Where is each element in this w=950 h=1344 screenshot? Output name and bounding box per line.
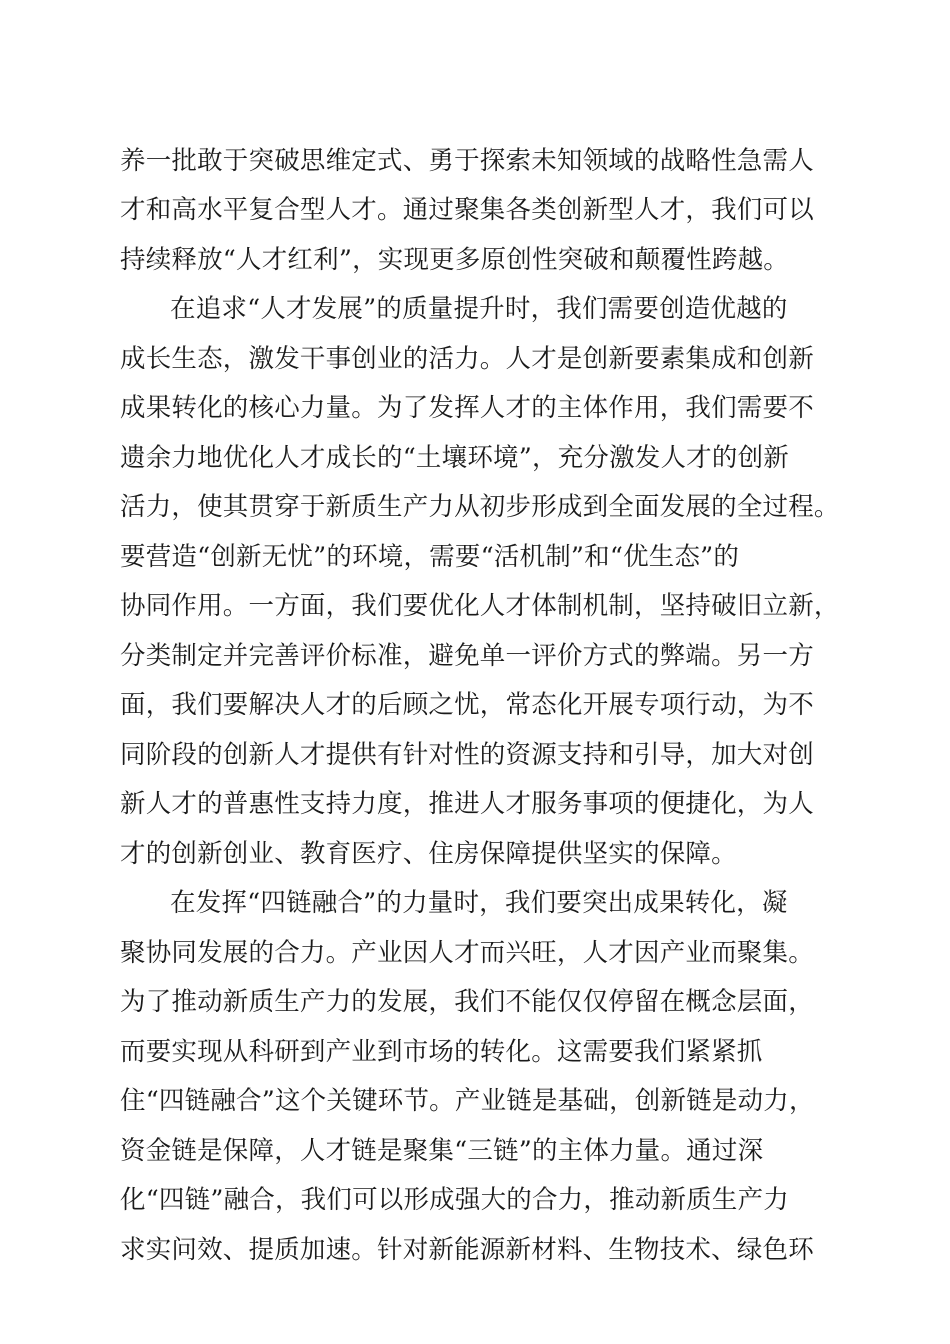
text-line: 而要实现从科研到产业到市场的转化。这需要我们紧紧抓: [120, 1037, 763, 1067]
text-line: 成长生态，激发干事创业的活力。人才是创新要素集成和创新: [120, 344, 814, 374]
text-line: 才和高水平复合型人才。通过聚集各类创新型人才，我们可以: [120, 195, 814, 225]
text-line: 为了推动新质生产力的发展，我们不能仅仅停留在概念层面，: [120, 987, 814, 1017]
text-line: 新人才的普惠性支持力度，推进人才服务事项的便捷化，为人: [120, 789, 814, 819]
text-line: 住“四链融合”这个关键环节。产业链是基础，创新链是动力，: [120, 1086, 815, 1116]
text-line: 分类制定并完善评价标准，避免单一评价方式的弊端。另一方: [120, 641, 814, 671]
text-line: 要营造“创新无忧”的环境，需要“活机制”和“优生态”的: [120, 542, 740, 572]
paragraph-first-line: 在追求“人才发展”的质量提升时，我们需要创造优越的: [170, 294, 788, 324]
text-line: 持续释放“人才红利”，实现更多原创性突破和颠覆性跨越。: [120, 245, 789, 275]
text-line: 协同作用。一方面，我们要优化人才体制机制，坚持破旧立新，: [120, 591, 840, 621]
text-line: 聚协同发展的合力。产业因人才而兴旺，人才因产业而聚集。: [120, 938, 814, 968]
text-line: 资金链是保障，人才链是聚集“三链”的主体力量。通过深: [120, 1136, 764, 1166]
text-line: 化“四链”融合，我们可以形成强大的合力，推动新质生产力: [120, 1185, 789, 1215]
text-line: 成果转化的核心力量。为了发挥人才的主体作用，我们需要不: [120, 393, 814, 423]
text-line: 同阶段的创新人才提供有针对性的资源支持和引导，加大对创: [120, 740, 814, 770]
text-line: 面，我们要解决人才的后顾之忧，常态化开展专项行动，为不: [120, 690, 814, 720]
text-line: 求实问效、提质加速。针对新能源新材料、生物技术、绿色环: [120, 1235, 814, 1265]
paragraph-first-line: 在发挥“四链融合”的力量时，我们要突出成果转化，凝: [170, 888, 788, 918]
text-line: 活力，使其贯穿于新质生产力从初步形成到全面发展的全过程。: [120, 492, 840, 522]
text-line: 才的创新创业、教育医疗、住房保障提供坚实的保障。: [120, 839, 737, 869]
text-line: 遗余力地优化人才成长的“土壤环境”，充分激发人才的创新: [120, 443, 789, 473]
text-line: 养一批敢于突破思维定式、勇于探索未知领域的战略性急需人: [120, 146, 814, 176]
